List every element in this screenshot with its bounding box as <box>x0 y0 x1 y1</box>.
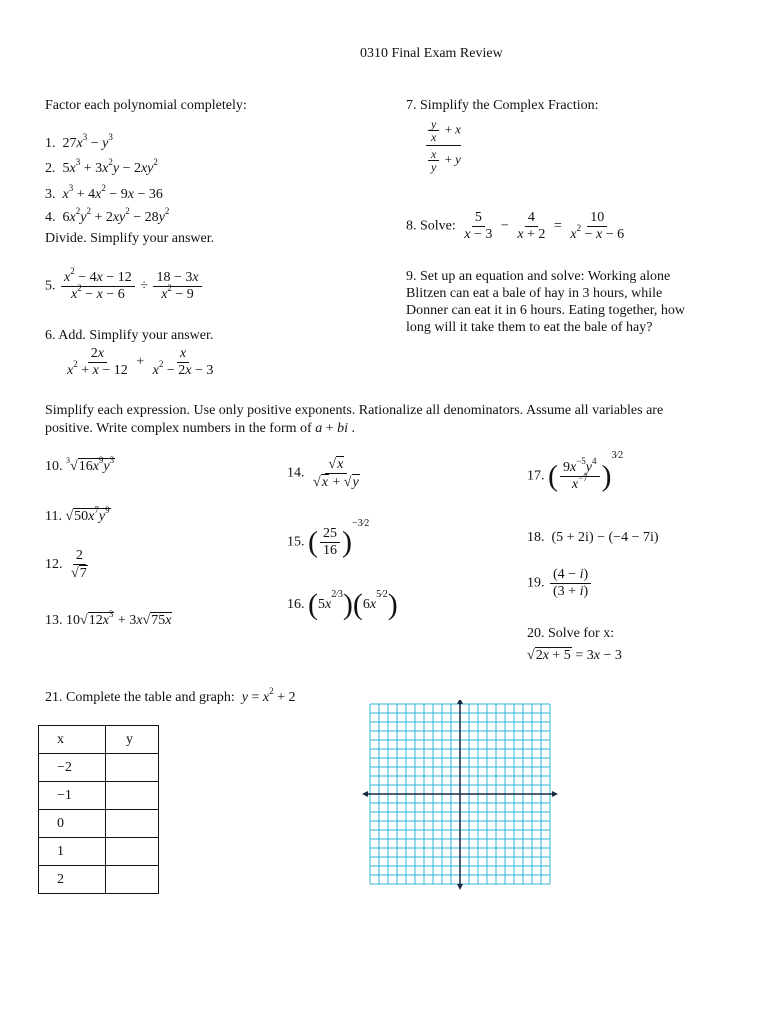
problem-2: 2. $5x^3 + 3x^2y - 2xy^2$ <box>45 157 158 176</box>
problem-3: 3. $x^3 + 4x^2 - 9x - 36$ <box>45 183 163 202</box>
fraction: $\frac{25}{16}$ <box>320 526 340 559</box>
table-row <box>39 810 159 838</box>
problem-4: 4. $6x^2y^2 + 2xy^2 - 28y^2$ <box>45 206 170 225</box>
problem-8: 8. Solve: $\frac{5}{x - 3}$ − $\frac{4}{x + 2}$ = $\frac{10}{x^2 - x - 6}$ <box>406 210 629 243</box>
fraction: $\frac{10}{x^2 - x - 6}$ <box>570 210 625 242</box>
problem-17: 17. ( $\frac{9x^{-5}y^4}{x^{-7}}$ )$^{3⁄2}$ <box>527 450 624 493</box>
table-cell-x: −1 <box>39 782 106 810</box>
table-cell-x: 0 <box>39 810 106 838</box>
table-cell-y[interactable] <box>106 754 159 782</box>
problem-10: 10. $^3√16x^9y^3$ <box>45 455 115 474</box>
table-cell-y[interactable] <box>106 866 159 894</box>
table-header-y: y <box>106 726 159 754</box>
table-cell-y[interactable] <box>106 782 159 810</box>
fraction: $\frac{x^2 - 4x - 12}{x^2 - x - 6}$ <box>61 270 135 303</box>
table-header-row <box>39 726 159 754</box>
fraction: $\frac{√x}{√x + √y}$ <box>313 457 359 490</box>
problem-1: 1. $27x^3 - y^3$ <box>45 132 113 151</box>
problem-16: 16. $(5x^{2⁄3})(6x^{5⁄2})$ <box>287 588 398 621</box>
problem-5: 5. $\frac{x^2 - 4x - 12}{x^2 - x - 6}$ ÷ $\frac{18 - 3x}{x^2 - 9}$ <box>45 270 204 303</box>
table-row <box>39 838 159 866</box>
table-cell-x: −2 <box>39 754 106 782</box>
table-cell-x: 1 <box>39 838 106 866</box>
fraction: $\frac{y}{x}$ <box>428 118 439 143</box>
problem-12: 12. $\frac{2}{√7}$ <box>45 548 93 582</box>
problem-7-complex-fraction: $\frac{y}{x}$ + x $\frac{x}{y}$ + y <box>426 118 461 173</box>
fraction: $\frac{2x}{x^2 + x - 12}$ <box>67 346 128 378</box>
fraction: $\frac{9x^{-5}y^4}{x^{-7}}$ <box>560 460 600 493</box>
problem-13: 13. $10√12x^3 + 3x√75x$ <box>45 609 172 628</box>
problem-19: 19. $\frac{(4 - i)}{(3 + i)}$ <box>527 567 593 600</box>
problem-20-equation: √2x + 5 = 3x − 3 <box>527 648 622 663</box>
add-heading: 6. Add. Simplify your answer. <box>45 328 214 343</box>
x-axis-left-arrow <box>362 791 368 797</box>
table-header-x: x <box>39 726 106 754</box>
fraction: $\frac{(4 - i)}{(3 + i)}$ <box>550 567 591 600</box>
fraction: $\frac{x}{y}$ <box>428 148 439 173</box>
fraction: $\frac{4}{x + 2}$ <box>517 210 546 242</box>
y-axis-down-arrow <box>457 884 463 890</box>
divide-heading: Divide. Simplify your answer. <box>45 231 215 246</box>
problem-7-heading: 7. Simplify the Complex Fraction: <box>406 98 599 113</box>
xy-table <box>38 725 159 894</box>
simplify-instructions: Simplify each expression. Use only positive exponents. Rationalize all denominators. Assume all variables are positive. Write complex numbers in the form of a + bi . <box>45 403 664 436</box>
y-axis-up-arrow <box>457 700 463 704</box>
table-cell-x: 2 <box>39 866 106 894</box>
table-row <box>39 754 159 782</box>
problem-20-heading: 20. Solve for x: <box>527 626 615 641</box>
problem-18: 18. (5 + 2i) − (−4 − 7i) <box>527 530 659 545</box>
x-axis-right-arrow <box>552 791 558 797</box>
table-row <box>39 782 159 810</box>
table-row <box>39 866 159 894</box>
table-cell-y[interactable] <box>106 810 159 838</box>
table-cell-y[interactable] <box>106 838 159 866</box>
problem-6-expression: $\frac{2x}{x^2 + x - 12}$ + $\frac{x}{x^2 - 2x - 3}$ <box>62 346 218 379</box>
problem-21-heading: 21. Complete the table and graph: $y = x^2 + 2$ <box>45 686 296 705</box>
coordinate-grid[interactable] <box>360 700 566 900</box>
page-title: 0310 Final Exam Review <box>360 46 503 61</box>
factor-heading: Factor each polynomial completely: <box>45 98 247 113</box>
problem-11: 11. $√50x^7y^9$ <box>45 505 110 524</box>
fraction: $\frac{5}{x - 3}$ <box>464 210 493 242</box>
fraction: $\frac{2}{√7}$ <box>71 548 87 581</box>
problem-15: 15. ( $\frac{25}{16}$ )$^{-3⁄2}$ <box>287 518 370 559</box>
fraction: $\frac{18 - 3x}{x^2 - 9}$ <box>153 270 201 303</box>
fraction: $\frac{x}{x^2 - 2x - 3}$ <box>152 346 214 378</box>
problem-9: 9. Set up an equation and solve: Working alone Blitzen can eat a bale of hay in 3 hours, while Donner can eat it in 6 hours. Eating together, how long will it take them to eat the bale of hay? <box>406 269 685 335</box>
problem-14: 14. $\frac{√x}{√x + √y}$ <box>287 456 365 491</box>
